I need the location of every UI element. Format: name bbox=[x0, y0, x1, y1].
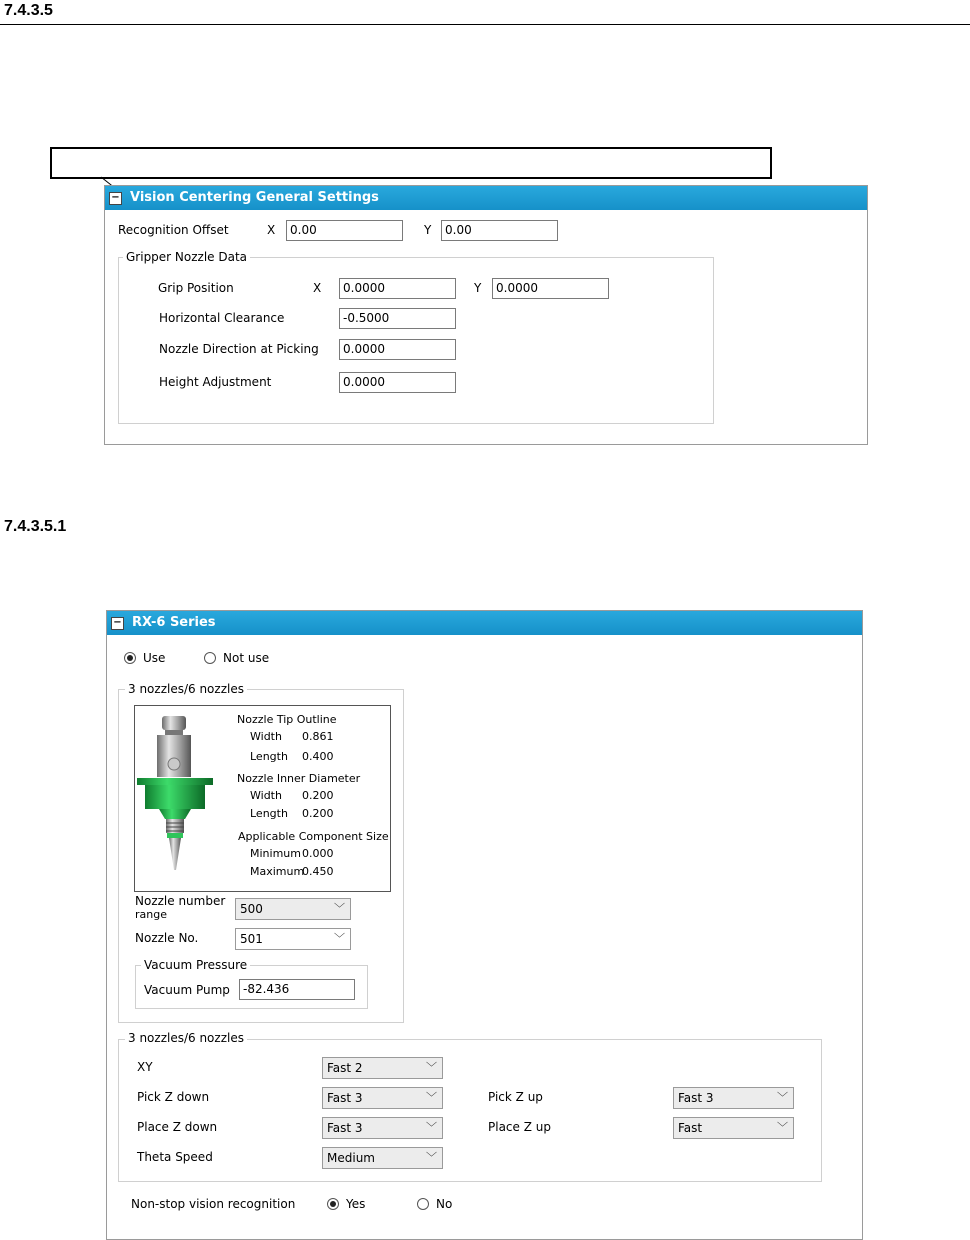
inner-width-value: 0.200 bbox=[302, 789, 334, 802]
grip-x-input[interactable]: 0.0000 bbox=[339, 278, 456, 299]
rx6-panel-header bbox=[107, 611, 862, 635]
vacuum-pump-input[interactable]: -82.436 bbox=[239, 979, 355, 1000]
place-z-down-value: Fast 3 bbox=[327, 1121, 363, 1135]
tip-length-value: 0.400 bbox=[302, 750, 334, 763]
vacuum-pump-label: Vacuum Pump bbox=[144, 983, 230, 997]
nozzle-range-select[interactable] bbox=[235, 898, 351, 920]
dropdown-chevron-icon: ﹀ bbox=[777, 1121, 788, 1134]
vacuum-pressure-legend: Vacuum Pressure bbox=[141, 958, 250, 972]
offset-x-label: X bbox=[267, 223, 276, 237]
pick-z-down-select[interactable] bbox=[322, 1087, 443, 1109]
xy-select[interactable] bbox=[322, 1057, 443, 1079]
theta-speed-value: Medium bbox=[327, 1151, 375, 1165]
horizontal-clearance-input[interactable]: -0.5000 bbox=[339, 308, 456, 329]
tip-width-label: Width bbox=[250, 730, 282, 743]
place-z-up-select[interactable] bbox=[673, 1117, 794, 1139]
dropdown-chevron-icon: ﹀ bbox=[334, 932, 345, 945]
grip-x-label: X bbox=[313, 281, 322, 295]
grip-y-label: Y bbox=[474, 281, 482, 295]
speed-group bbox=[118, 1039, 822, 1182]
dropdown-chevron-icon: ﹀ bbox=[334, 902, 345, 915]
horizontal-clearance-label: Horizontal Clearance bbox=[159, 311, 285, 325]
dropdown-chevron-icon: ﹀ bbox=[426, 1061, 437, 1074]
section-number-2: 7.4.3.5.1 bbox=[4, 518, 67, 535]
dropdown-chevron-icon: ﹀ bbox=[426, 1151, 437, 1164]
xy-value: Fast 2 bbox=[327, 1061, 363, 1075]
place-z-up-value: Fast bbox=[678, 1121, 703, 1135]
nonstop-no-radio[interactable] bbox=[417, 1198, 429, 1210]
inner-diameter-heading: Nozzle Inner Diameter bbox=[237, 772, 361, 785]
tip-width-value: 0.861 bbox=[302, 730, 334, 743]
offset-y-label: Y bbox=[424, 223, 432, 237]
gripper-nozzle-legend: Gripper Nozzle Data bbox=[123, 250, 250, 264]
nozzle-range-label: Nozzle number bbox=[135, 894, 226, 908]
grip-position-label: Grip Position bbox=[158, 281, 234, 295]
theta-speed-label: Theta Speed bbox=[137, 1150, 213, 1164]
nozzle-no-value: 501 bbox=[240, 932, 263, 946]
dropdown-chevron-icon: ﹀ bbox=[426, 1091, 437, 1104]
dropdown-chevron-icon: ﹀ bbox=[426, 1121, 437, 1134]
offset-y-input[interactable]: 0.00 bbox=[441, 220, 558, 241]
min-value: 0.000 bbox=[302, 847, 334, 860]
nonstop-no-label: No bbox=[436, 1197, 453, 1211]
theta-speed-select[interactable] bbox=[322, 1147, 443, 1169]
section-rule bbox=[0, 24, 970, 25]
pick-z-down-value: Fast 3 bbox=[327, 1091, 363, 1105]
min-label: Minimum bbox=[250, 847, 301, 860]
rx6-panel-title: RX-6 Series bbox=[132, 615, 216, 630]
tip-length-label: Length bbox=[250, 750, 288, 763]
panel-title: Vision Centering General Settings bbox=[130, 190, 379, 205]
place-z-down-select[interactable] bbox=[322, 1117, 443, 1139]
nonstop-label: Non-stop vision recognition bbox=[131, 1197, 296, 1211]
place-z-down-label: Place Z down bbox=[137, 1120, 218, 1134]
offset-x-input[interactable]: 0.00 bbox=[286, 220, 403, 241]
recognition-offset-label: Recognition Offset bbox=[118, 223, 229, 237]
not-use-label: Not use bbox=[223, 651, 270, 665]
inner-length-value: 0.200 bbox=[302, 807, 334, 820]
component-size-heading: Applicable Component Size bbox=[238, 830, 389, 843]
dropdown-chevron-icon: ﹀ bbox=[777, 1091, 788, 1104]
speed-group-legend: 3 nozzles/6 nozzles bbox=[125, 1031, 247, 1045]
panel-header bbox=[105, 186, 867, 210]
collapse-icon[interactable]: − bbox=[109, 192, 122, 205]
max-value: 0.450 bbox=[302, 865, 334, 878]
not-use-radio[interactable] bbox=[204, 652, 216, 664]
nozzle-range-value: 500 bbox=[240, 902, 263, 916]
tip-outline-heading: Nozzle Tip Outline bbox=[237, 713, 337, 726]
nozzle-direction-label: Nozzle Direction at Picking bbox=[159, 342, 319, 356]
grip-y-input[interactable]: 0.0000 bbox=[492, 278, 609, 299]
nozzle-direction-input[interactable]: 0.0000 bbox=[339, 339, 456, 360]
place-z-up-label: Place Z up bbox=[488, 1120, 551, 1134]
section-number-1: 7.4.3.5 bbox=[4, 2, 53, 19]
nozzle-range-label-2: range bbox=[135, 908, 167, 921]
xy-label: XY bbox=[137, 1060, 153, 1074]
inner-length-label: Length bbox=[250, 807, 288, 820]
pick-z-up-label: Pick Z up bbox=[488, 1090, 543, 1104]
nozzle-no-select[interactable] bbox=[235, 928, 351, 950]
nonstop-yes-radio[interactable] bbox=[327, 1198, 339, 1210]
nozzle-no-label: Nozzle No. bbox=[135, 931, 199, 945]
max-label: Maximum bbox=[250, 865, 305, 878]
use-radio[interactable] bbox=[124, 652, 136, 664]
collapse-icon[interactable]: − bbox=[111, 617, 124, 630]
pick-z-up-value: Fast 3 bbox=[678, 1091, 714, 1105]
height-adjustment-input[interactable]: 0.0000 bbox=[339, 372, 456, 393]
nonstop-yes-label: Yes bbox=[346, 1197, 366, 1211]
nozzle-info-box bbox=[134, 705, 391, 892]
pick-z-down-label: Pick Z down bbox=[137, 1090, 210, 1104]
use-label: Use bbox=[143, 651, 166, 665]
inner-width-label: Width bbox=[250, 789, 282, 802]
pick-z-up-select[interactable] bbox=[673, 1087, 794, 1109]
nozzle-group-legend: 3 nozzles/6 nozzles bbox=[125, 682, 247, 696]
height-adjustment-label: Height Adjustment bbox=[159, 375, 272, 389]
nozzle-image bbox=[135, 714, 215, 874]
